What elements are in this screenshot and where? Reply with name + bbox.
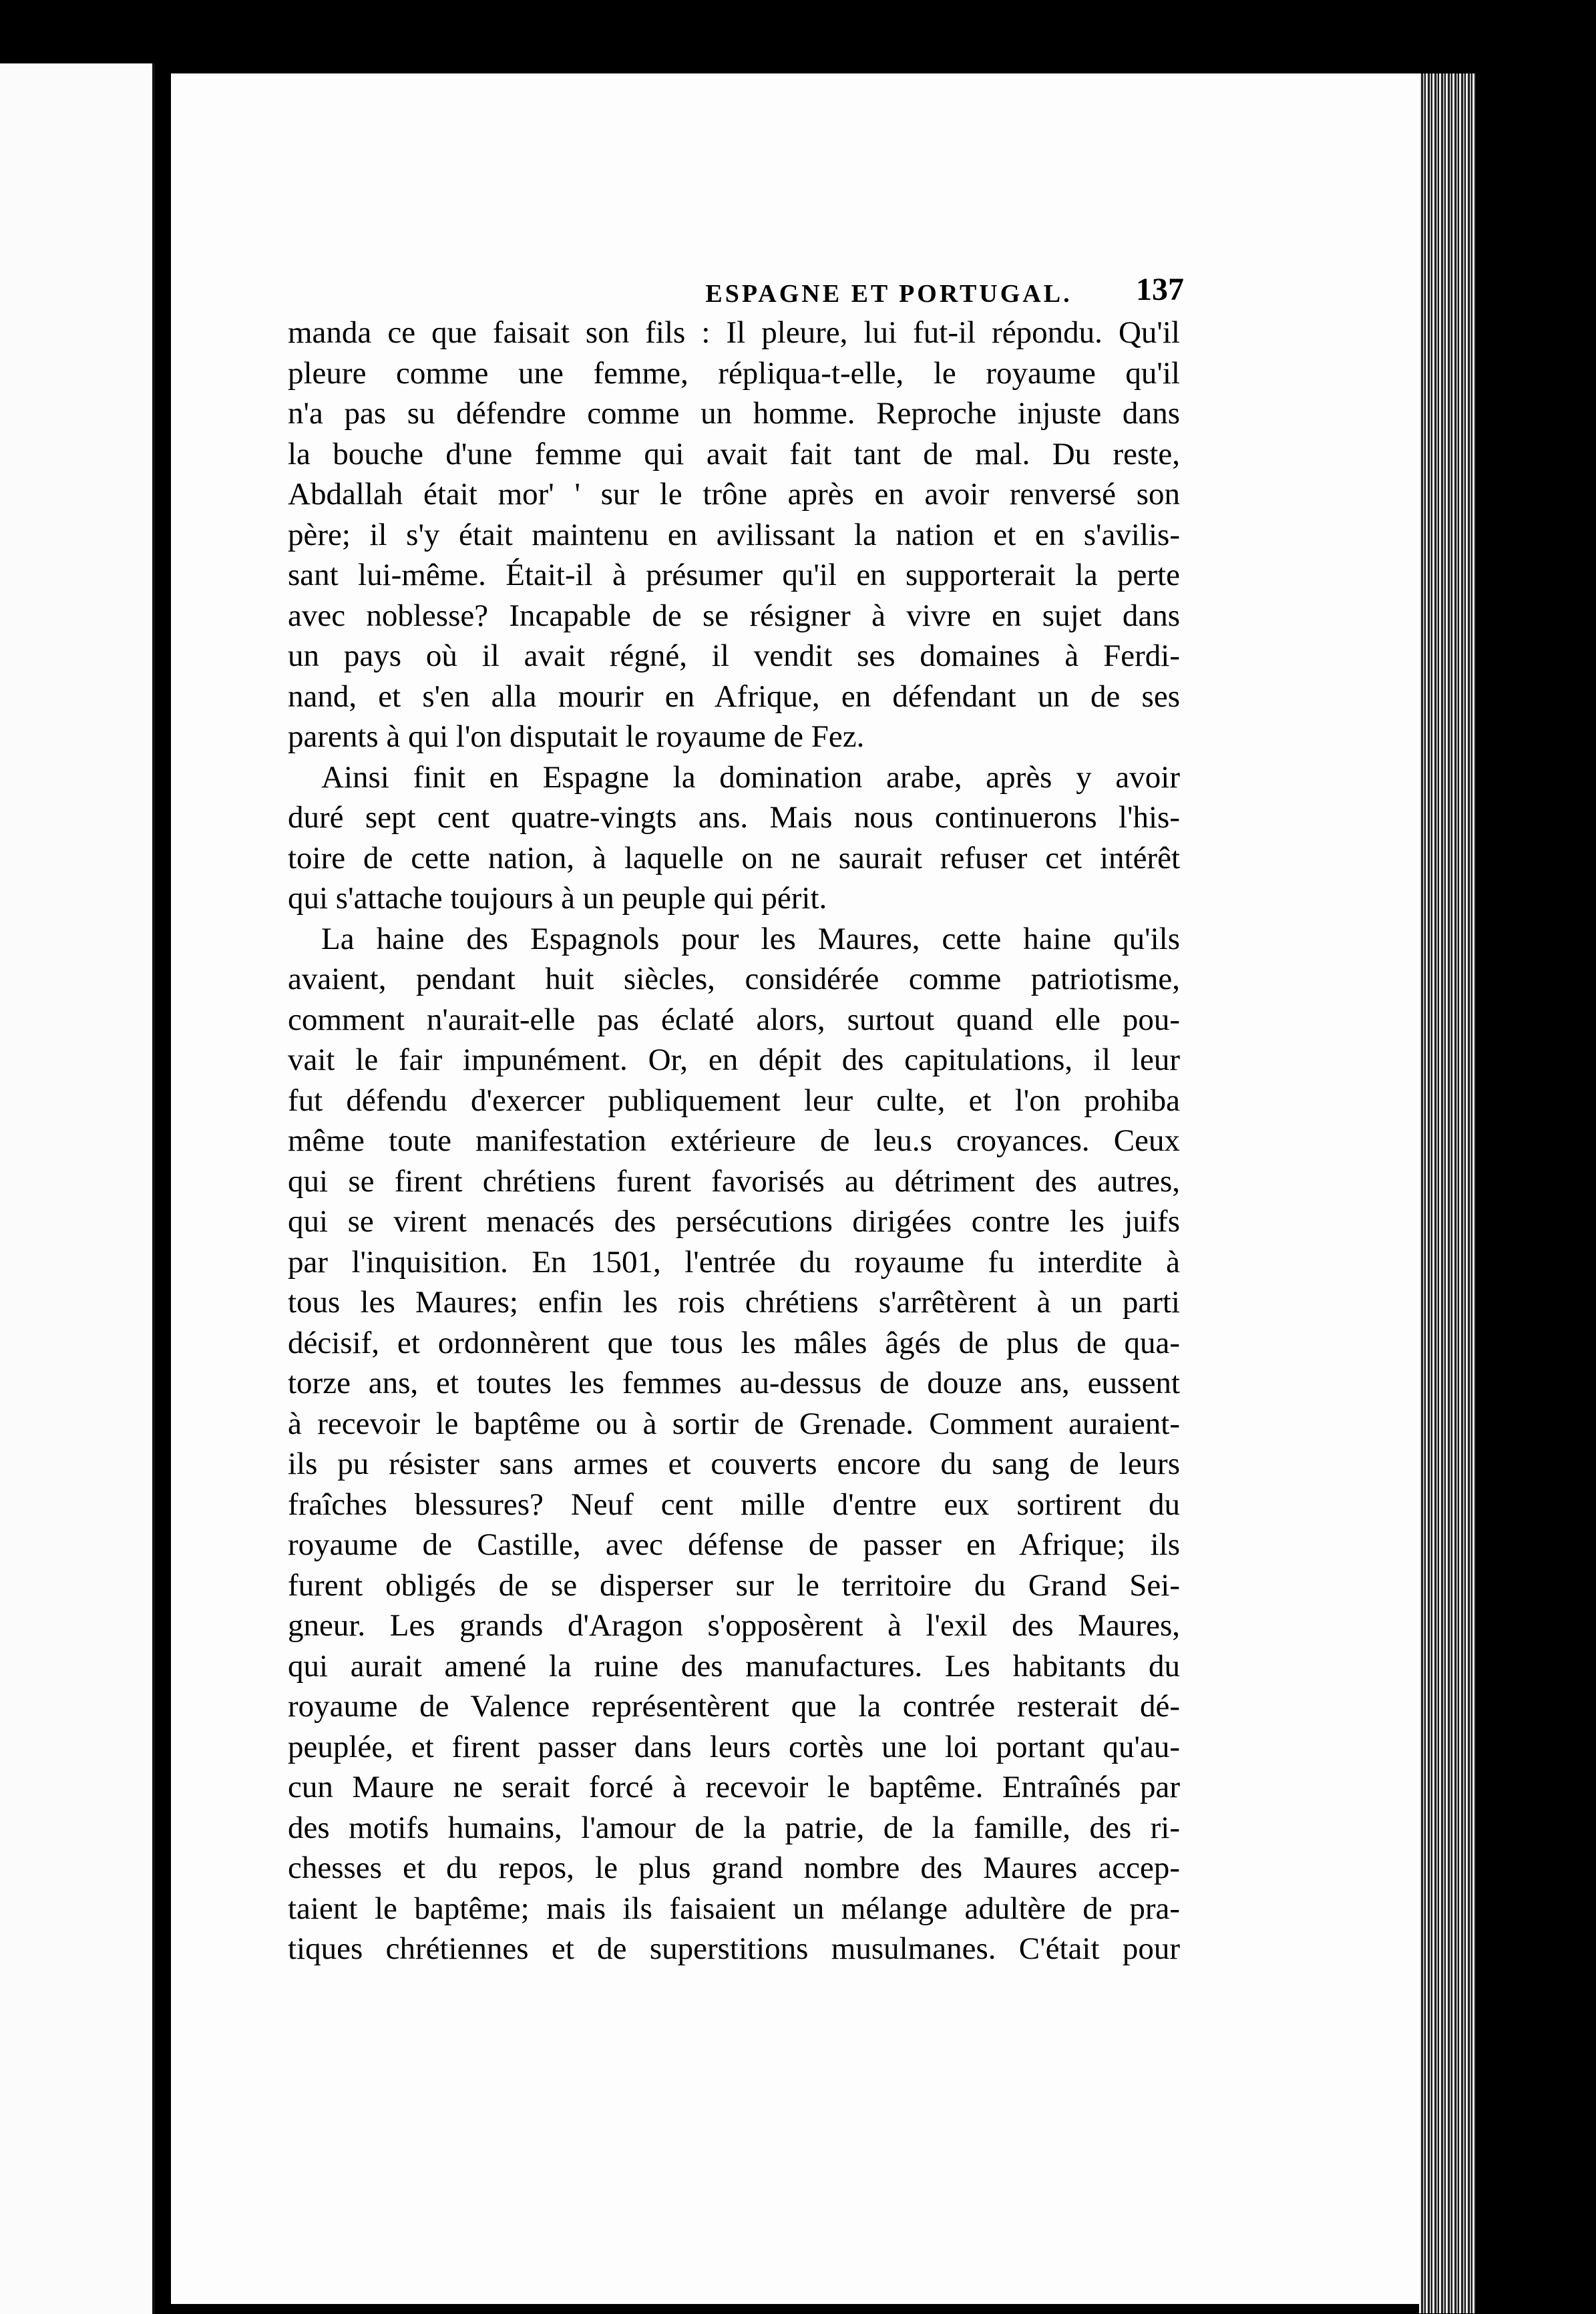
text-line: manda ce que faisait son fils : Il pleure, lui fut-il répondu. Qu'il bbox=[288, 315, 1180, 350]
text-line: décisif, et ordonnèrent que tous les mâles âgés de plus de qua- bbox=[288, 1325, 1180, 1360]
text-line: à recevoir le baptême ou à sortir de Grenade. Comment auraient- bbox=[288, 1406, 1180, 1441]
book-page bbox=[171, 73, 1420, 2304]
text-line: toire de cette nation, à laquelle on ne saurait refuser cet intérêt bbox=[288, 840, 1180, 876]
text-line: tous les Maures; enfin les rois chrétiens s'arrêtèrent à un parti bbox=[288, 1285, 1180, 1320]
text-line: sant lui-même. Était-il à présumer qu'il en supporterait la perte bbox=[288, 558, 1180, 592]
text-line: la bouche d'une femme qui avait fait tant de mal. Du reste, bbox=[288, 436, 1180, 471]
text-line: duré sept cent quatre-vingts ans. Mais nous continuerons l'his- bbox=[288, 800, 1180, 835]
text-line: tiques chrétiennes et de superstitions musulmanes. C'était pour bbox=[288, 1931, 1180, 1966]
text-line: un pays où il avait régné, il vendit ses domaines à Ferdi- bbox=[288, 638, 1180, 673]
text-line: Abdallah était mor' ' sur le trône après en avoir renversé son bbox=[288, 477, 1180, 512]
text-line: par l'inquisition. En 1501, l'entrée du royaume fu interdite à bbox=[288, 1244, 1180, 1280]
text-line: gneur. Les grands d'Aragon s'opposèrent à l'exil des Maures, bbox=[288, 1608, 1180, 1643]
text-line: vait le fair impunément. Or, en dépit des capitulations, il leur bbox=[288, 1042, 1180, 1077]
text-line: des motifs humains, l'amour de la patrie, de la famille, des ri- bbox=[288, 1810, 1180, 1845]
text-line: qui s'attache toujours à un peuple qui périt. bbox=[288, 881, 827, 916]
text-line: royaume de Valence représentèrent que la contrée resterait dé- bbox=[288, 1689, 1180, 1724]
text-line: même toute manifestation extérieure de leu.s croyances. Ceux bbox=[288, 1123, 1180, 1158]
text-line: cun Maure ne serait forcé à recevoir le baptême. Entraînés par bbox=[288, 1770, 1180, 1804]
text-line: torze ans, et toutes les femmes au-dessus de douze ans, eussent bbox=[288, 1366, 1180, 1400]
text-line: royaume de Castille, avec défense de passer en Afrique; ils bbox=[288, 1527, 1180, 1562]
text-line: nand, et s'en alla mourir en Afrique, en défendant un de ses bbox=[288, 679, 1180, 714]
text-line: qui se firent chrétiens furent favorisés au détriment des autres, bbox=[288, 1163, 1180, 1199]
text-line: peuplée, et firent passer dans leurs cortès une loi portant qu'au- bbox=[288, 1729, 1180, 1764]
text-line: La haine des Espagnols pour les Maures, cette haine qu'ils bbox=[321, 921, 1180, 956]
running-head: ESPAGNE ET PORTUGAL. bbox=[705, 280, 1072, 308]
text-line: fraîches blessures? Neuf cent mille d'entre eux sortirent du bbox=[288, 1487, 1180, 1522]
page-number: 137 bbox=[1136, 272, 1184, 307]
text-line: qui se virent menacés des persécutions dirigées contre les juifs bbox=[288, 1204, 1180, 1239]
text-line: comment n'aurait-elle pas éclaté alors, surtout quand elle pou- bbox=[288, 1002, 1180, 1037]
text-line: père; il s'y était maintenu en avilissant la nation et en s'avilis- bbox=[288, 517, 1180, 552]
text-line: ils pu résister sans armes et couverts encore du sang de leurs bbox=[288, 1447, 1180, 1481]
text-line: fut défendu d'exercer publiquement leur culte, et l'on prohiba bbox=[288, 1083, 1180, 1118]
text-line: chesses et du repos, le plus grand nombre des Maures accep- bbox=[288, 1851, 1180, 1885]
text-line: taient le baptême; mais ils faisaient un mélange adultère de pra- bbox=[288, 1891, 1180, 1926]
text-line: qui aurait amené la ruine des manufactures. Les habitants du bbox=[288, 1648, 1180, 1684]
text-line: n'a pas su défendre comme un homme. Reproche injuste dans bbox=[288, 396, 1180, 431]
text-line: avaient, pendant huit siècles, considérée comme patriotisme, bbox=[288, 962, 1180, 996]
text-line: furent obligés de se disperser sur le territoire du Grand Sei- bbox=[288, 1567, 1180, 1603]
page-stack-edge bbox=[1419, 73, 1476, 2313]
text-line: Ainsi finit en Espagne la domination arabe, après y avoir bbox=[321, 759, 1180, 795]
text-line: pleure comme une femme, répliqua-t-elle, le royaume qu'il bbox=[288, 355, 1180, 391]
text-line: parents à qui l'on disputait le royaume de Fez. bbox=[288, 719, 865, 754]
text-line: avec noblesse? Incapable de se résigner à vivre en sujet dans bbox=[288, 598, 1180, 633]
facing-page-edge bbox=[0, 63, 155, 2314]
body-text bbox=[288, 313, 1180, 1969]
